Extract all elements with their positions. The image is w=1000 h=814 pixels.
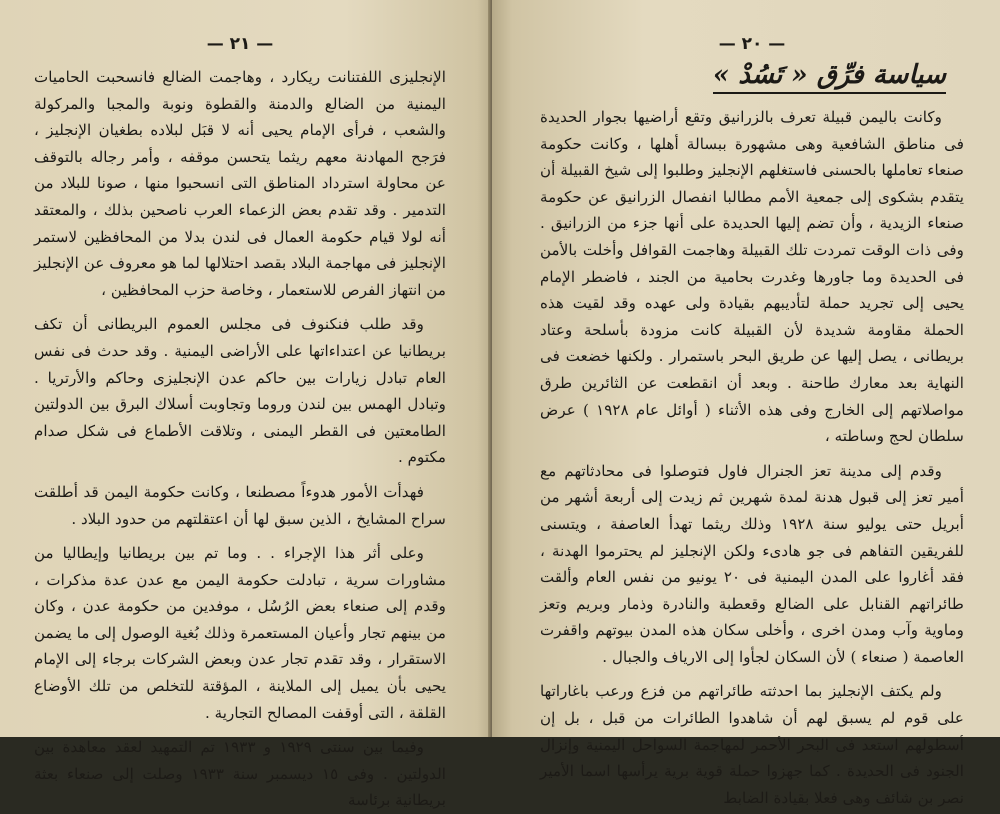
left-paragraph-2: وقد طلب فنكنوف فى مجلس العموم البريطانى أن تكف بريطانيا عن اعتداءاتها على الأراضى اليمنية . وقد حدث فى نفس العام تبادل زيارات بين حاكم عدن الإنجليزى وحاكم والأرتريا . وتبادل الهمس بين لندن وروما وتجاوبت أسلاك البرق بين الدولتين الطامعتين فى القطر اليمنى ، وتلاقت الأطماع فى شكل صدام مكتوم . (34, 315, 446, 467)
right-page (492, 0, 1000, 807)
chapter-title-text: سياسة فرِّق « تَسُدْ » (713, 60, 946, 94)
right-paragraph-1: وكانت باليمن قبيلة تعرف بالزرانيق وتقع أراضيها بجوار الحديدة فى مناطق الشافعية وهى مشهورة ببسالة أهلها ، وكانت حكومة صنعاء تعاملها بالحسنى فاستغلهم الإنجليز وطلبوا إلى شيخ القبيلة أن يتقدم بشكوى إلى جمعية الأمم مطالبا انفصال الزرانيق عن حكومة صنعاء الزيدية ، وأن تضم إليها الحديدة على أنها جزء من الزرانيق . وفى ذات الوقت تمردت تلك القبيلة وهاجمت القوافل وأخلت بالأمن فى الحديدة وما جاورها وغدرت بحامية من الجند ، فاضطر الإمام يحيى إلى تجريد حملة لتأديبهم بقيادة ولى عهده وقد لقيت هذه الحملة مقاومة شديدة لأن القبيلة كانت مزودة بأسلحة وعتاد بريطانى ، يصل إليها عن طريق البحر باستمرار . ولكنها خضعت فى النهاية بعد معارك طاحنة . وبعد أن انقطعت عن الثائرين طرق مواصلاتهم إلى الخارج وفى هذه الأثناء ( أوائل عام ١٩٢٨ ) عرض سلطان لحج وساطته ، (540, 108, 964, 446)
left-paragraph-1: الإنجليزى اللفتنانت ريكارد ، وهاجمت الضالع فانسحبت الحاميات اليمنية من الضالع والدمنة والقطوة ونوبة والمجبا والمركولة والشعب ، فرأى الإمام يحيى أنه لا قبَل لبلاده بطغيان الإنجليز ، فرَجح المهادنة معهم ريثما يتحسن موقفه ، وأمر رجاله بالتوقف عن محاولة استرداد المناطق التى انسحبوا منها ، صونا للبلاد من التدمير . وقد تقدم بعض الزعماء العرب ناصحين بذلك ، والمعتقد أنه لولا قيام حكومة العمال فى لندن بدلا من المحافظين لاستمر الإنجليز فى مهاجمة البلاد بقصد احتلالها لما هو معروف عن الإنجليز من انتهاز الفرص للاستعمار ، وخاصة حزب المحافظين ، (34, 68, 446, 299)
right-paragraph-3: ولم يكتف الإنجليز بما احدثته طائراتهم من فزع ورعب باغاراتها على قوم لم يسبق لهم أن شاهدوا الطائرات من قبل ، بل إن أسطولهم استعد فى البحر الأحمر لمهاجمة السواحل اليمنية وإنزال الجنود فى الحديدة . كما جهزوا حملة قوية برية يرأسها اسما الأمير نصر بن شائف وهى فعلا بقيادة الضابط (540, 682, 964, 807)
right-paragraph-2: وقدم إلى مدينة تعز الجنرال فاول فتوصلوا فى محادثاتهم مع أمير تعز إلى قبول هدنة لمدة شهرين ثم زيدت إلى أربعة أشهر من أبريل حتى يوليو سنة ١٩٢٨ وذلك ريثما تهدأ العاصفة ، ويتسنى للفريقين التفاهم فى جو هادىء ولكن الإنجليز لم يحترموا الهدنة ، فقد أغاروا على المدن اليمنية فى ٢٠ يونيو من نفس العام وألقت طائراتهم القنابل على الضالع وقعطبة والنادرة وذمار وبريم وتعز وماوية وآب ومدن اخرى ، وأخلى سكان هذه المدن بيوتهم واقفرت العاصمة ( صنعاء ) لأن السكان لجأوا إلى الارياف والجبال . (540, 461, 965, 666)
chapter-title (540, 60, 946, 90)
left-page-number: — ٢١ — (206, 34, 274, 54)
right-page-number: — ٢٠ — (718, 34, 786, 54)
left-paragraph-4: وعلى أثر هذا الإجراء . . وما تم بين بريطانيا وإيطاليا من مشاورات سرية ، تبادلت حكومة اليمن مع عدن عدة مذكرات ، وقدم إلى صنعاء بعض الرُسُل ، موفدين من حكومة عدن ، وكان من بينهم تجار وأعيان المستعمرة وذلك بُغية الوصول إلى ما يضمن الاستقرار ، وقد تقدم تجار عدن وبعض الشركات برجاء إلى الإمام يحيى بأن يميل إلى الملاينة ، المؤقتة للتخلص من تلك الأوضاع القلقة ، التى أوقفت المصالح التجارية . (34, 544, 446, 722)
left-paragraph-5: وفيما بين سنتى ١٩٢٩ و ١٩٣٣ تم التمهيد لعقد معاهدة بين الدولتين . وفى ١٥ ديسمبر سنة ١٩٣٣ وصلت إلى صنعاء بعثة بريطانية برئاسة (34, 738, 447, 810)
left-page (0, 0, 492, 810)
left-paragraph-3: فهدأت الأمور هدوءاً مصطنعا ، وكانت حكومة اليمن قد أطلقت سراح المشايخ ، الذين سبق لها أن اعتقلتهم من حدود البلاد . (34, 482, 446, 528)
